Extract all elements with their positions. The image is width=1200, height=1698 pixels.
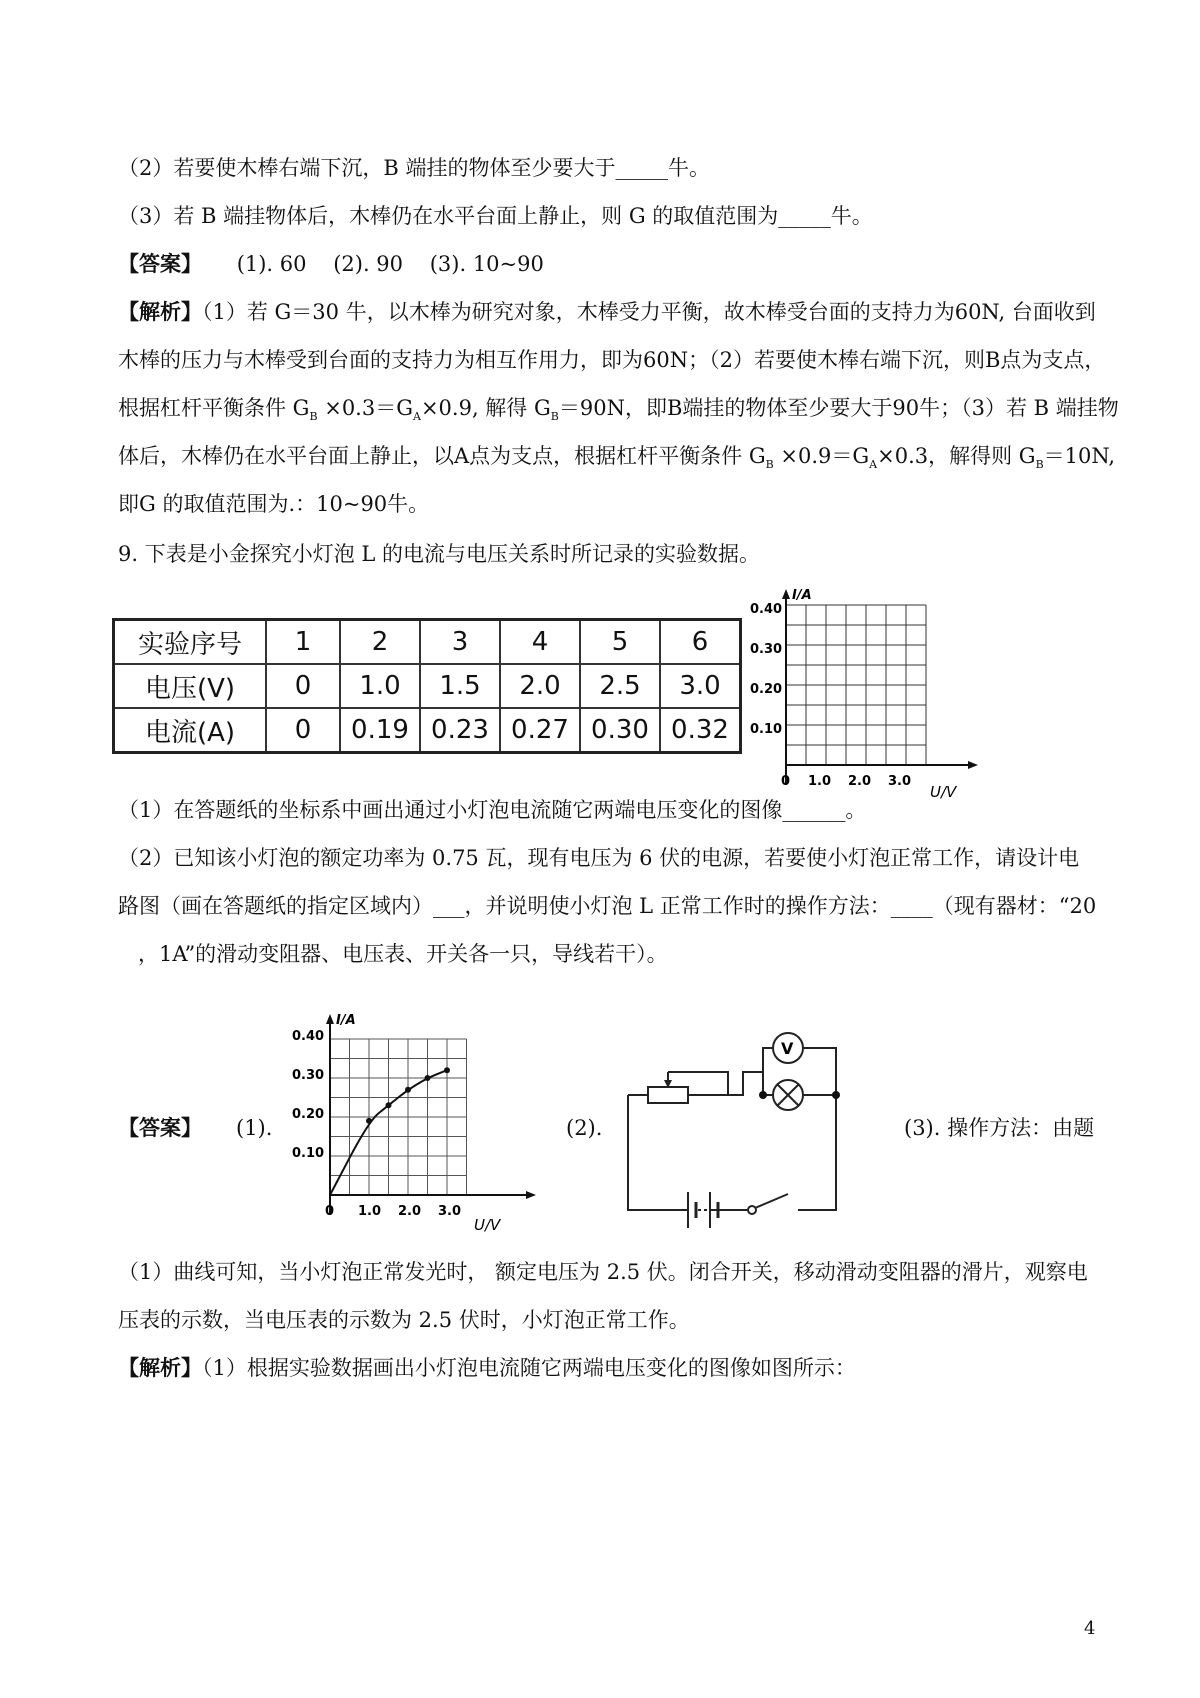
y-axis-label: I/A: [792, 588, 812, 603]
x-axis-arrow: [968, 761, 978, 769]
x-tick-label: 0: [325, 1204, 335, 1219]
analysis-label: 【解析】: [118, 299, 202, 324]
switch-lever: [755, 1194, 788, 1208]
y-tick-label: 0.40: [292, 1029, 325, 1044]
table-cell: 4: [500, 620, 580, 665]
y-tick-label: 0.10: [292, 1146, 325, 1161]
table-cell: 3: [420, 620, 500, 665]
x-tick-label: 1.0: [808, 774, 832, 789]
y-tick-label: 0.30: [750, 642, 783, 657]
q9-part2-line1: （2）已知该小灯泡的额定功率为 0.75 瓦，现有电压为 6 伏的电源，若要使小灯泡正常工作，请设计电: [118, 846, 1080, 870]
table-cell: 1: [266, 620, 340, 665]
table-cell: 实验序号: [114, 620, 267, 665]
q8-answer: [118, 250, 544, 278]
table-cell: 电流(A): [114, 708, 267, 753]
table-row: [114, 708, 741, 753]
x-axis-label: U/V: [474, 1216, 501, 1234]
q8-analysis-line2: 木棒的压力与木棒受到台面的支持力为相互作用力，即为60N；（2）若要使木棒右端下沉，则B点为支点，: [118, 348, 1106, 372]
q9-answer-label: 【答案】: [118, 1115, 202, 1140]
subscript: A: [869, 458, 878, 472]
q8-analysis-line4: [118, 442, 1115, 479]
y-tick-label: 0.20: [292, 1107, 325, 1122]
analysis-label: 【解析】: [118, 1355, 202, 1380]
subscript: B: [309, 410, 318, 424]
answer-label: 【答案】: [118, 251, 202, 276]
y-axis-arrow: [782, 589, 790, 599]
q8-part2: （2）若要使木棒右端下沉，B 端挂的物体至少要大于_____牛。: [118, 156, 710, 180]
analysis-text: ×0.3，解得则 G: [877, 444, 1036, 468]
junction-dot: [832, 1091, 840, 1099]
data-point: [425, 1075, 431, 1081]
q9-part2-line3: ，1A”的滑动变阻器、电压表、开关各一只，导线若干）。: [138, 942, 668, 966]
grid-lines: [330, 1039, 467, 1195]
q9-part2-line2: 路图（画在答题纸的指定区域内）___，并说明使小灯泡 L 正常工作时的操作方法：____（现有器材：“20: [118, 894, 1097, 918]
table-row: [114, 664, 741, 708]
x-tick-label: 1.0: [358, 1204, 382, 1219]
x-tick-label: 2.0: [848, 774, 872, 789]
q9-answer-1: (1).: [236, 1116, 273, 1140]
table-row: [114, 620, 741, 665]
analysis-text: 体后，木棒仍在水平台面上静止，以A点为支点，根据杠杆平衡条件 G: [118, 444, 766, 468]
subscript: A: [413, 410, 421, 424]
analysis-text: ＝90N，即B端挂的物体至少要大于90牛；（3）若 B 端挂物: [558, 396, 1119, 420]
empty-grid: [748, 585, 978, 805]
y-tick-label: 0.20: [750, 682, 783, 697]
x-axis-arrow: [526, 1191, 536, 1199]
voltmeter-symbol: V: [781, 1039, 794, 1058]
y-tick-label: 0.40: [750, 602, 783, 617]
data-point: [405, 1087, 411, 1093]
data-table: [112, 618, 742, 754]
q8-part3: （3）若 B 端挂物体后，木棒仍在水平台面上静止，则 G 的取值范围为_____牛。: [118, 204, 873, 228]
subscript: B: [550, 410, 559, 424]
table-cell: 2.0: [500, 664, 580, 708]
grid-lines: [786, 605, 926, 765]
junction-dot: [759, 1091, 767, 1099]
q8-analysis-line1: [118, 298, 1096, 326]
y-axis-arrow: [326, 1014, 334, 1024]
table-cell: 2: [340, 620, 420, 665]
table-cell: 0.32: [660, 708, 741, 753]
q9-answer-3: (3). 操作方法：由题: [904, 1116, 1095, 1140]
q9-answer-2: (2).: [566, 1116, 603, 1140]
circuit-wire: [803, 1048, 836, 1095]
table-cell: 6: [660, 620, 741, 665]
analysis-text: ＝10N,: [1043, 444, 1116, 468]
data-point: [386, 1102, 392, 1108]
subscript: B: [1035, 458, 1044, 472]
q9-part1: （1）在答题纸的坐标系中画出通过小灯泡电流随它两端电压变化的图像______。: [118, 798, 867, 822]
q8-analysis-line5: 即G 的取值范围为.：10~90牛。: [118, 492, 430, 516]
rheostat-body: [648, 1087, 688, 1103]
table-cell: 5: [580, 620, 660, 665]
table-cell: 0.23: [420, 708, 500, 753]
data-point: [444, 1067, 450, 1073]
x-tick-label: 3.0: [438, 1204, 462, 1219]
subscript: B: [765, 458, 774, 472]
table-cell: 1.5: [420, 664, 500, 708]
circuit-wire: [628, 1095, 688, 1210]
analysis-text: （1）根据实验数据画出小灯泡电流随它两端电压变化的图像如图所示：: [202, 1356, 856, 1380]
table-cell: 1.0: [340, 664, 420, 708]
y-tick-label: 0.10: [750, 722, 783, 737]
analysis-text: ×0.3＝G: [317, 396, 413, 420]
table-cell: 3.0: [660, 664, 741, 708]
answer-values: (1). 60 (2). 90 (3). 10~90: [236, 252, 544, 276]
analysis-text: 根据杠杆平衡条件 G: [118, 396, 310, 420]
table-cell: 2.5: [580, 664, 660, 708]
analysis-text: ×0.9＝G: [773, 444, 870, 468]
q9-continued-line2: 压表的示数，当电压表的示数为 2.5 伏时，小灯泡正常工作。: [118, 1308, 690, 1332]
table-cell: 0: [266, 708, 340, 753]
analysis-text: （1）若 G＝30 牛，以木棒为研究对象，木棒受力平衡，故木棒受台面的支持力为60N, 台面收到: [202, 300, 1096, 324]
y-tick-label: 0.30: [292, 1068, 325, 1083]
circuit-wire: [798, 1095, 836, 1210]
q9-analysis: [118, 1354, 856, 1382]
circuit-diagram: [618, 1010, 858, 1235]
data-point: [366, 1118, 372, 1124]
answer-chart: [290, 1010, 540, 1235]
analysis-text: ×0.9, 解得 G: [420, 396, 551, 420]
y-axis-label: I/A: [336, 1013, 356, 1028]
circuit-wire: [763, 1048, 773, 1072]
x-tick-label: 2.0: [398, 1204, 422, 1219]
x-tick-label: 0: [781, 774, 791, 789]
q9-continued-line1: （1）曲线可知，当小灯泡正常发光时， 额定电压为 2.5 伏。闭合开关，移动滑动变阻器的滑片，观察电: [118, 1260, 1088, 1284]
q9-stem: 9. 下表是小金探究小灯泡 L 的电流与电压关系时所记录的实验数据。: [118, 542, 761, 566]
x-axis-label: U/V: [930, 783, 957, 801]
table-cell: 电压(V): [114, 664, 267, 708]
table-cell: 0.27: [500, 708, 580, 753]
circuit-wire: [688, 1072, 763, 1095]
q8-analysis-line3: [118, 394, 1119, 431]
table-cell: 0.30: [580, 708, 660, 753]
table-cell: 0.19: [340, 708, 420, 753]
page-number: 4: [1084, 1618, 1096, 1639]
table-cell: 0: [266, 664, 340, 708]
x-tick-label: 3.0: [888, 774, 912, 789]
